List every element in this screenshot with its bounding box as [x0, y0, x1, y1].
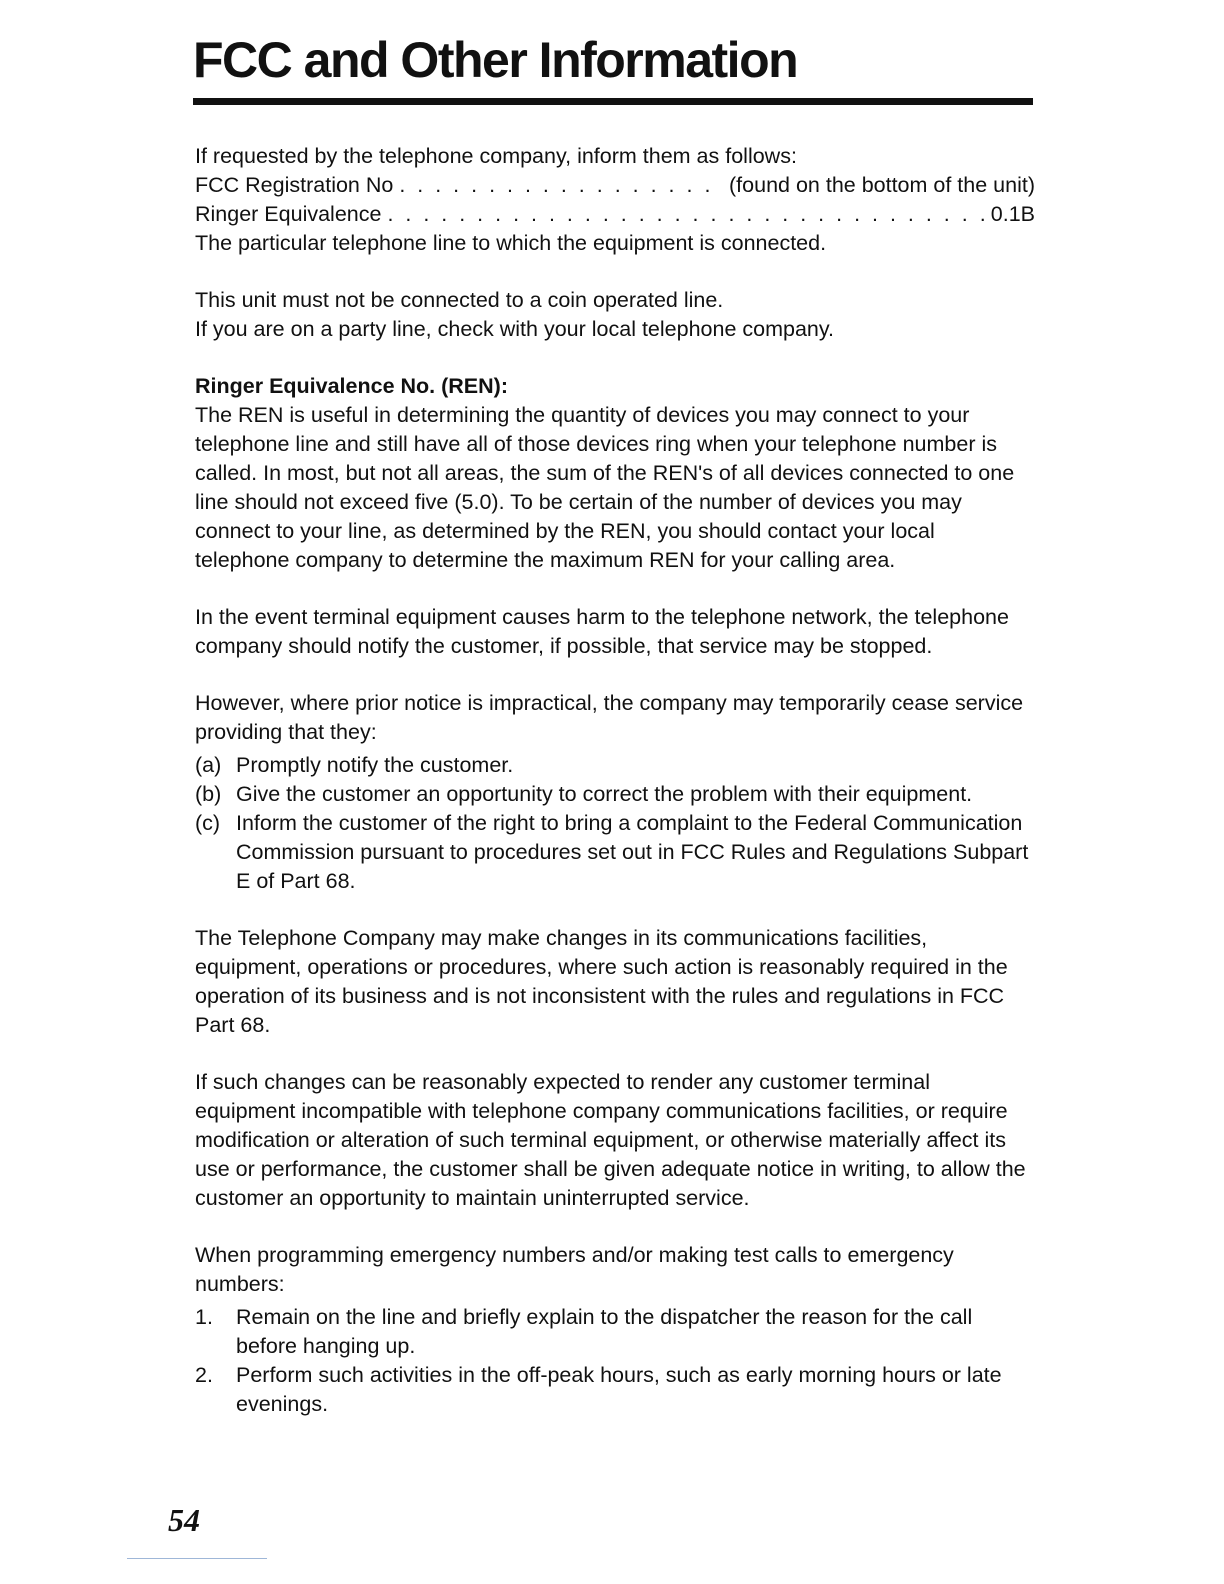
ren-heading: Ringer Equivalence No. (REN):	[195, 374, 508, 398]
list-text: Perform such activities in the off-peak hours, such as early morning hours or late evenings.	[236, 1363, 1002, 1416]
list-text: Give the customer an opportunity to correct the problem with their equipment.	[236, 782, 973, 806]
harm-section	[195, 603, 1035, 661]
notice-list	[195, 751, 1035, 896]
document-body	[195, 142, 1035, 1447]
list-marker: 2.	[195, 1363, 213, 1387]
emergency-list	[195, 1303, 1035, 1419]
ren-body: The REN is useful in determining the quantity of devices you may connect to your telephone line and still have all of those devices ring when your telephone number is called. In most, but not all areas, the sum of the REN's of all devices connected to one line should not exceed five (5.0). To be certain of the number of devices you may connect to your line, as determined by the REN, you should contact your local telephone company to determine the maximum REN for your calling area.	[195, 403, 1015, 572]
changes-section	[195, 924, 1035, 1040]
list-marker: (c)	[195, 811, 221, 835]
harm-paragraph: In the event terminal equipment causes harm to the telephone network, the telephone company should notify the customer, if possible, that service may be stopped.	[195, 605, 1009, 658]
paragraph-line: This unit must not be connected to a coin operated line.	[195, 288, 724, 312]
changes-paragraph: The Telephone Company may make changes in its communications facilities, equipment, operations or procedures, where such action is reasonably required in the operation of its business and is not inconsistent with the rules and regulations in FCC Part 68.	[195, 926, 1008, 1037]
notice-intro: However, where prior notice is impractical, the company may temporarily cease service providing that they:	[195, 691, 1024, 744]
list-item	[195, 751, 1035, 780]
registration-info	[195, 142, 1035, 258]
info-value: 0.1B	[990, 202, 1035, 226]
ren-section	[195, 372, 1035, 575]
dot-leader	[399, 171, 723, 200]
info-label: Ringer Equivalence	[195, 202, 382, 226]
page-title: FCC and Other Information	[193, 32, 798, 88]
info-value: (found on the bottom of the unit)	[729, 173, 1035, 197]
line-note: The particular telephone line to which the equipment is connected.	[195, 231, 827, 255]
emergency-intro: When programming emergency numbers and/or making test calls to emergency numbers:	[195, 1243, 954, 1296]
list-item	[195, 780, 1035, 809]
list-marker: (a)	[195, 753, 222, 777]
title-rule	[193, 98, 1033, 105]
page-number: 54	[168, 1502, 200, 1538]
list-text: Remain on the line and briefly explain to the dispatcher the reason for the call before hanging up.	[236, 1305, 973, 1358]
list-item	[195, 1361, 1035, 1419]
list-item	[195, 1303, 1035, 1361]
info-label: FCC Registration No	[195, 173, 394, 197]
incompatible-paragraph: If such changes can be reasonably expected to render any customer terminal equipment incompatible with telephone company communications facilities, or require modification or alteration of such terminal equipment, or otherwise materially affect its use or performance, the customer shall be given adequate notice in writing, to allow the customer an opportunity to maintain uninterrupted service.	[195, 1070, 1026, 1210]
list-marker: (b)	[195, 782, 222, 806]
paragraph-line: If you are on a party line, check with your local telephone company.	[195, 317, 834, 341]
footer-divider	[127, 1558, 267, 1559]
list-marker: 1.	[195, 1305, 213, 1329]
dot-leader	[387, 200, 984, 229]
list-text: Inform the customer of the right to bring a complaint to the Federal Communication Commission pursuant to procedures set out in FCC Rules and Regulations Subpart E of Part 68.	[236, 811, 1029, 893]
incompatible-section	[195, 1068, 1035, 1213]
intro-text: If requested by the telephone company, inform them as follows:	[195, 144, 797, 168]
notice-section	[195, 689, 1035, 896]
list-item	[195, 809, 1035, 896]
emergency-section	[195, 1241, 1035, 1419]
info-row-ringer-equivalence	[195, 200, 1035, 229]
coin-line-notice	[195, 286, 1035, 344]
info-row-fcc-registration	[195, 171, 1035, 200]
list-text: Promptly notify the customer.	[236, 753, 514, 777]
